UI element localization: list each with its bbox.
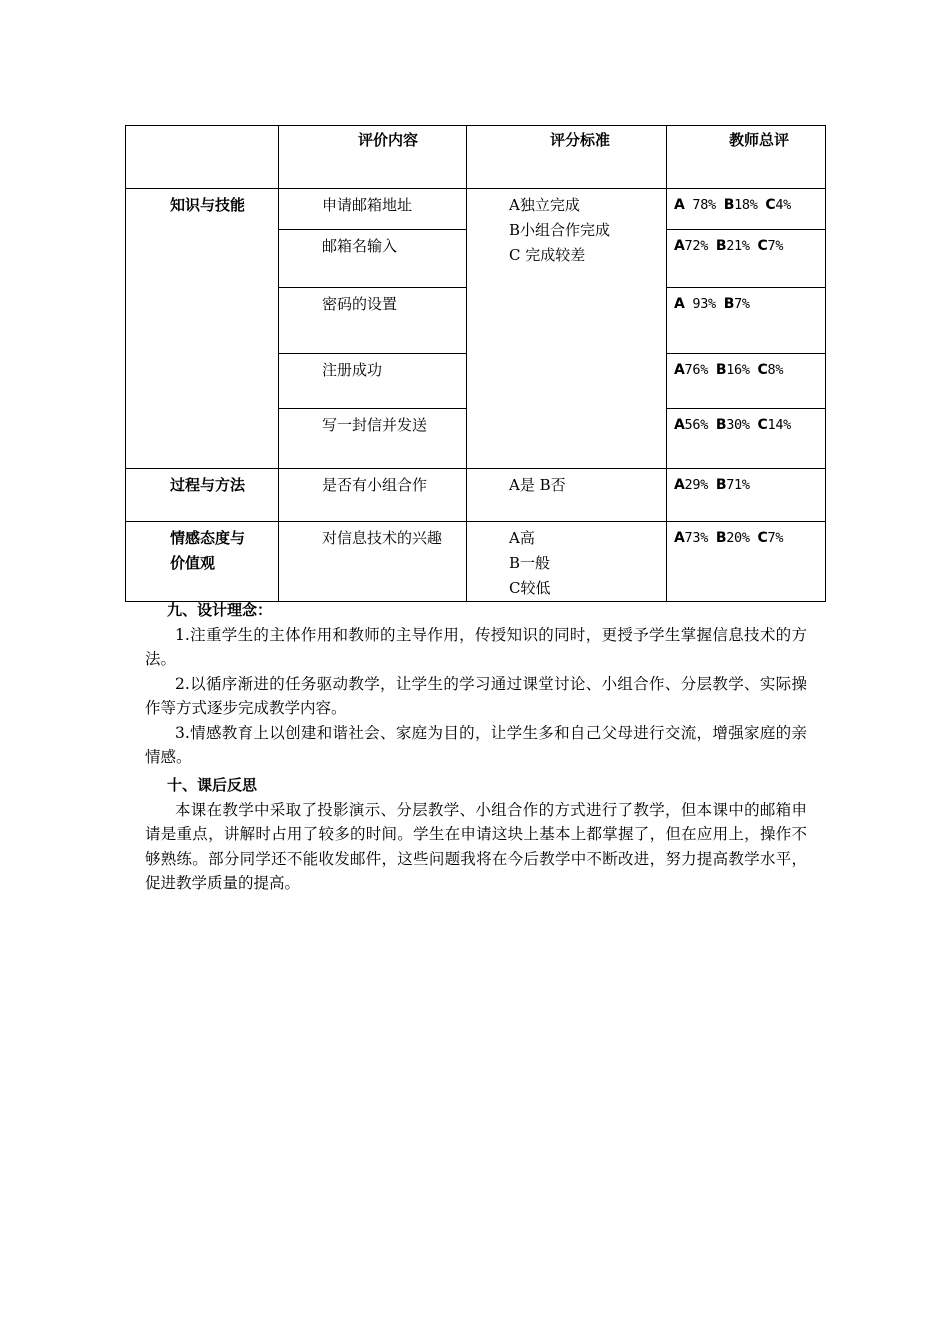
paragraph: 1.注重学生的主体作用和教师的主导作用，传授知识的同时，更授予学生掌握信息技术的方法。 xyxy=(145,625,807,668)
header-content: 评价内容 xyxy=(279,126,467,189)
standard-line: A独立完成 xyxy=(509,196,580,214)
review-cell: A56% B30% C14% xyxy=(667,409,826,469)
standard-line: C较低 xyxy=(509,579,551,597)
grade-letter: B xyxy=(723,197,735,213)
header-blank xyxy=(126,126,279,189)
grade-letter: B xyxy=(715,417,727,433)
grade-letter: A xyxy=(674,530,685,546)
dimension-line: 价值观 xyxy=(170,554,216,572)
content-cell: 邮箱名输入 xyxy=(279,230,467,288)
standard-line: A是 B否 xyxy=(509,476,566,494)
standard-line: A高 xyxy=(509,529,535,547)
review-cell: A72% B21% C7% xyxy=(667,230,826,288)
grade-letter: C xyxy=(757,417,768,433)
content-cell: 注册成功 xyxy=(279,354,467,409)
standard-line: B小组合作完成 xyxy=(509,221,611,239)
table-row xyxy=(126,469,826,522)
content-cell: 对信息技术的兴趣 xyxy=(279,522,467,602)
grade-letter: C xyxy=(757,362,768,378)
dimension-process: 过程与方法 xyxy=(126,469,279,522)
dimension-attitude xyxy=(126,522,279,602)
paragraph: 本课在教学中采取了投影演示、分层教学、小组合作的方式进行了教学，但本课中的邮箱申请是重点，讲解时占用了较多的时间。学生在申请这块上基本上都掌握了，但在应用上，操作不够熟练。部分同学还不能收发邮件，这些问题我将在今后教学中不断改进，努力提高教学水平，促进教学质量的提高。 xyxy=(145,800,807,892)
standard-line: B一般 xyxy=(509,554,551,572)
header-teacher-review: 教师总评 xyxy=(667,126,826,189)
grade-letter: A xyxy=(674,362,685,378)
grade-letter: B xyxy=(715,362,727,378)
grade-letter: A xyxy=(674,197,685,213)
paragraph: 3.情感教育上以创建和谐社会、家庭为目的，让学生多和自己父母进行交流，增强家庭的亲情感。 xyxy=(145,723,807,766)
grade-letter: B xyxy=(715,238,727,254)
grade-letter: C xyxy=(765,197,776,213)
table-header-row xyxy=(126,126,826,189)
dimension-line: 情感态度与 xyxy=(170,529,246,547)
review-cell: A 93% B7% xyxy=(667,288,826,354)
content-cell: 写一封信并发送 xyxy=(279,409,467,469)
section-heading: 九、设计理念： xyxy=(167,601,273,619)
grade-letter: B xyxy=(715,530,727,546)
content-cell: 是否有小组合作 xyxy=(279,469,467,522)
grade-letter: A xyxy=(674,238,685,254)
grade-letter: C xyxy=(757,530,768,546)
evaluation-table xyxy=(125,125,826,602)
table-row xyxy=(126,189,826,230)
design-concept-section xyxy=(145,598,807,770)
standard-cell xyxy=(467,189,667,469)
grade-letter: A xyxy=(674,477,685,493)
grade-letter: A xyxy=(674,296,685,312)
standard-cell xyxy=(467,469,667,522)
dimension-knowledge: 知识与技能 xyxy=(126,189,279,469)
review-cell: A73% B20% C7% xyxy=(667,522,826,602)
grade-letter: B xyxy=(715,477,727,493)
grade-letter: A xyxy=(674,417,685,433)
standard-cell xyxy=(467,522,667,602)
grade-letter: B xyxy=(723,296,735,312)
paragraph: 2.以循序渐进的任务驱动教学，让学生的学习通过课堂讨论、小组合作、分层教学、实际操作等方式逐步完成教学内容。 xyxy=(145,674,807,717)
review-cell: A29% B71% xyxy=(667,469,826,522)
review-cell: A 78% B18% C4% xyxy=(667,189,826,230)
review-cell: A76% B16% C8% xyxy=(667,354,826,409)
section-heading: 十、课后反思 xyxy=(167,776,258,794)
grade-letter: C xyxy=(757,238,768,254)
table-row xyxy=(126,522,826,602)
header-standard: 评分标准 xyxy=(467,126,667,189)
reflection-section xyxy=(145,773,807,896)
content-cell: 申请邮箱地址 xyxy=(279,189,467,230)
content-cell: 密码的设置 xyxy=(279,288,467,354)
standard-line: C 完成较差 xyxy=(509,246,586,264)
